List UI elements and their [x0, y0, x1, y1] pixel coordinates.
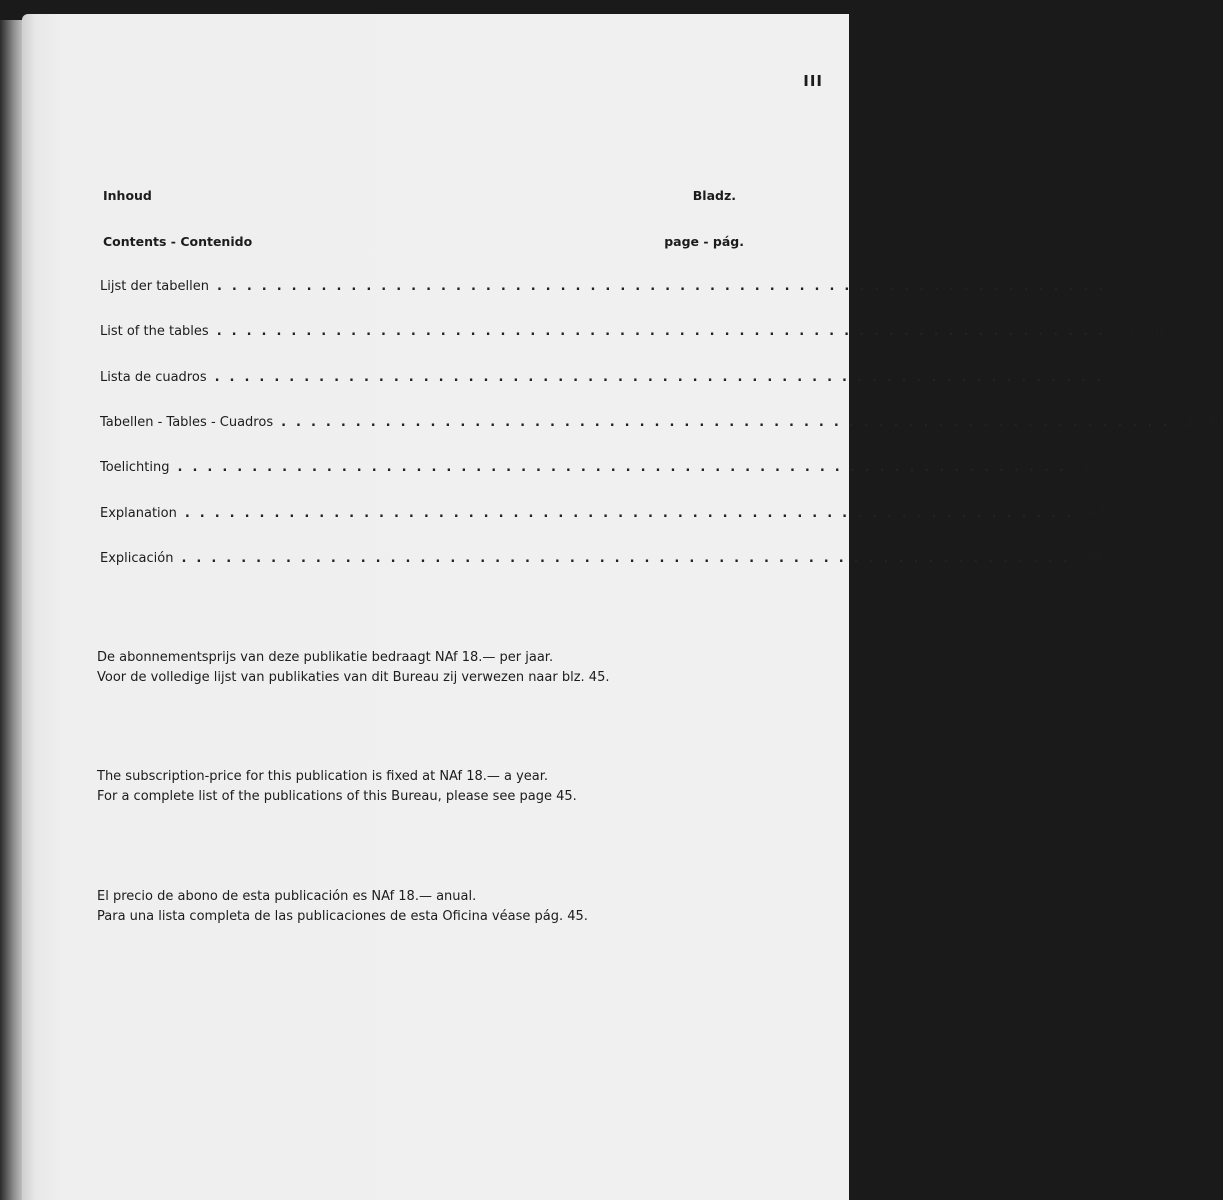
leader-dots: ............................................................ — [184, 505, 1082, 521]
header-left: Inhoud — [103, 188, 152, 203]
toc-entry — [100, 550, 1103, 566]
toc-page: VIII - IX — [1118, 369, 1166, 385]
toc-label: Explanation — [100, 505, 177, 521]
note-line: El precio de abono de esta publicación es NAf 18.— anual. — [97, 889, 477, 904]
toc-header — [103, 188, 744, 203]
subheader-right: page - pág. — [664, 234, 744, 249]
note-english — [97, 767, 577, 807]
toc-entry — [100, 324, 1164, 340]
toc-entry — [100, 279, 1131, 294]
note-line: Voor de volledige lijst van publikaties van dit Bureau zij verwezen naar blz. 45. — [97, 670, 610, 685]
toc-page: VI - VII — [1121, 324, 1164, 340]
toc-subheader — [103, 234, 744, 249]
toc-label: Explicación — [100, 550, 174, 566]
toc-page: 42 — [1081, 460, 1099, 476]
note-line: The subscription-price for this publication is fixed at NAf 18.— a year. — [97, 769, 549, 784]
toc-entry — [100, 460, 1099, 476]
leader-dots: ............................................................ — [281, 414, 1178, 430]
note-spanish — [97, 887, 588, 927]
leader-dots: ............................................................ — [216, 324, 1113, 340]
note-line: Para una lista completa de las publicaciones de esta Oficina véase pág. 45. — [97, 909, 588, 924]
toc-page: 43 — [1089, 505, 1106, 521]
leader-dots: ............................................................ — [214, 369, 1111, 385]
toc-page: V — [1121, 279, 1131, 294]
toc-label: Lijst der tabellen — [100, 279, 209, 294]
toc-entry — [100, 369, 1166, 385]
header-right: Bladz. — [692, 188, 736, 203]
note-line: De abonnementsprijs van deze publikatie bedraagt NAf 18.— per jaar. — [97, 650, 554, 665]
leader-dots: ............................................................ — [216, 279, 1114, 294]
leader-dots: ............................................................ — [181, 550, 1078, 566]
subheader-left: Contents - Contenido — [103, 234, 253, 249]
toc-label: Toelichting — [100, 460, 170, 476]
note-line: For a complete list of the publications of this Bureau, please see page 45. — [97, 789, 577, 804]
toc-label: Tabellen - Tables - Cuadros — [100, 414, 274, 430]
toc-page: 2 - 40 — [1185, 414, 1223, 430]
toc-page: 44 — [1085, 550, 1103, 566]
toc-label: List of the tables — [100, 324, 209, 340]
note-dutch — [97, 648, 609, 688]
page-number: III — [803, 72, 823, 90]
book-spine — [0, 20, 22, 1200]
toc-label: Lista de cuadros — [100, 369, 207, 385]
leader-dots: ............................................................ — [177, 460, 1074, 476]
toc-entry — [100, 414, 1223, 430]
toc-entry — [100, 505, 1106, 521]
